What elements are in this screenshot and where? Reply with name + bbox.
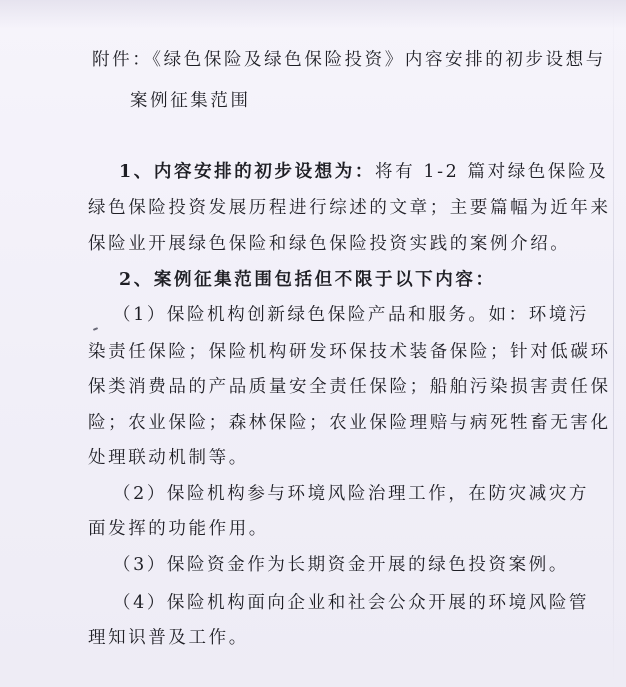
item4-line1: （4）保险机构面向企业和社会公众开展的环境风险管 [113, 593, 590, 613]
section1-line1 [119, 160, 608, 184]
item1-line5: 处理联动机制等。 [88, 448, 249, 468]
attachment-title-line2: 案例征集范围 [130, 91, 251, 111]
section1-line3: 保险业开展绿色保险和绿色保险投资实践的案例介绍。 [88, 234, 571, 254]
item2-line2: 面发挥的功能作用。 [88, 519, 269, 539]
item1-line2: 染责任保险；保险机构研发环保技术装备保险；针对低碳环 [88, 342, 611, 362]
section1-line2: 绿色保险投资发展历程进行综述的文章；主要篇幅为近年来 [88, 198, 611, 218]
section2-heading: 2、案例征集范围包括但不限于以下内容： [119, 270, 496, 290]
item3-line1: （3）保险资金作为长期资金开展的绿色投资案例。 [113, 555, 569, 575]
item2-line1: （2）保险机构参与环境风险治理工作，在防灾减灾方 [113, 484, 590, 504]
item1-line3: 保类消费品的产品质量安全责任保险；船舶污染损害责任保 [88, 377, 611, 397]
scan-speck [93, 327, 98, 331]
attachment-title-line1: 附件：《绿色保险及绿色保险投资》内容安排的初步设想与 [92, 50, 606, 70]
item1-line1: （1）保险机构创新绿色保险产品和服务。如：环境污 [113, 305, 590, 325]
item1-line4: 险；农业保险；森林保险；农业保险理赔与病死牲畜无害化 [88, 413, 611, 433]
page-top-shadow [0, 0, 626, 28]
page-fold-line [613, 0, 614, 687]
item4-line2: 理知识普及工作。 [88, 628, 249, 648]
section1-heading: 1、内容安排的初步设想为： [119, 162, 375, 182]
section1-line1-text: 将有 1-2 篇对绿色保险及 [374, 162, 609, 182]
